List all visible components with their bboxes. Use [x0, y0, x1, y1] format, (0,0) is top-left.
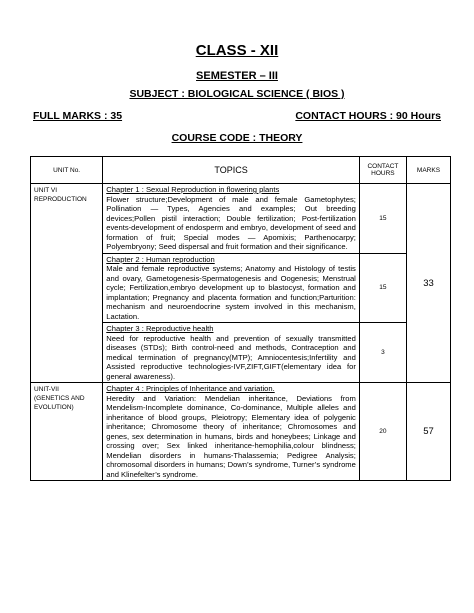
unit-cell: [31, 383, 103, 481]
unit-title: (GENETICS AND: [34, 395, 85, 403]
syllabus-table: [30, 156, 451, 481]
chapter-title: Chapter 3 : Reproductive health: [106, 324, 214, 334]
unit-number: UNIT-VII: [34, 386, 59, 394]
unit-number: UNIT VI: [34, 187, 57, 194]
table-row: [31, 383, 451, 481]
marks-cell: 57: [406, 383, 450, 481]
full-marks: FULL MARKS : 35: [33, 110, 123, 122]
chapter-body: Flower structure;Development of male and female Gametophytes; Pollination — Types, Agencies and examples; Out breeding devices;Pollen pistil interaction; Double fertilization; Post-fertilization events-development of endosperm and embryo, development of seed and formation of fruit; Special modes — Apomixis; Parthenocarpy; Polyembryony; Seed dispersal and fruit formation and their significance.: [106, 194, 356, 252]
contact-hours-cell: 3: [359, 323, 406, 383]
chapter-title: Chapter 2 : Human reproduction: [106, 254, 215, 264]
col-header-marks: MARKS: [406, 157, 450, 184]
unit-title: REPRODUCTION: [34, 195, 87, 203]
col-header-topics: TOPICS: [103, 157, 360, 184]
subject-heading: SUBJECT : BIOLOGICAL SCIENCE ( BIOS ): [129, 88, 345, 100]
marks-cell: 33: [406, 184, 450, 383]
chapter-cell: [103, 253, 360, 323]
chapter-body: Heredity and Variation: Mendelian inheritance, Deviations from Mendelism-Incomplete dominance, Co-dominance, Multiple alleles and inheritance of blood groups, Pleiotropy; Elementary idea of polygenic inheritance; Chromosome theory of inheritance; Chromosomes and genes, sex determination in humans, birds and honeybees; Linkage and crossing over; Sex linked inheritance-hemophilia,colour blindness; Mendelian disorders in humans-Thalassemia; Pedigree Analysis; chromosomal disorders in humans; Down’s syndrome, Turner’s syndrome and Klinefelter’s syndrome.: [106, 393, 356, 479]
semester-heading: SEMESTER – III: [196, 70, 278, 82]
table-header-row: [31, 157, 451, 184]
contact-hours-cell: 15: [359, 184, 406, 254]
unit-title-continued: EVOLUTION): [34, 403, 74, 411]
chapter-title: Chapter 4 : Principles of Inheritance and variation.: [106, 384, 275, 394]
contact-hours-cell: 15: [359, 253, 406, 323]
chapter-cell: [103, 383, 360, 481]
col-header-unit: UNIT No.: [31, 157, 103, 184]
chapter-body: Need for reproductive health and prevention of sexually transmitted diseases (STDs); Birth control-need and methods, Contraception and medical termination of pregnancy(MTP); Amniocentesis;Infertility and Assisted reproductive technologies-IVF,ZIFT,GIFT(elementary idea for general awareness).: [106, 333, 356, 381]
col-header-contact-hours: CONTACT HOURS: [359, 157, 406, 184]
chapter-body: Male and female reproductive systems; Anatomy and Histology of testis and ovary, Gametogenesis-Spermatogenesis and Oogenesis; Menstrual cycle; Fertilization,embryo development up to blastocyst, formation and implantation; Pregnancy and placenta formation and function;Parturition: mechanism and neuroendocrine system involved in this mechanism, Lactation.: [106, 264, 356, 321]
contact-hours-cell: 20: [359, 383, 406, 481]
course-code: COURSE CODE : THEORY: [171, 132, 303, 144]
table-row: [31, 184, 451, 254]
contact-hours-total: CONTACT HOURS : 90 Hours: [295, 110, 441, 122]
class-title: CLASS - XII: [195, 42, 279, 59]
unit-cell: [31, 184, 103, 383]
chapter-cell: [103, 184, 360, 254]
chapter-cell: [103, 323, 360, 383]
chapter-title: Chapter 1 : Sexual Reproduction in flowering plants: [106, 185, 280, 194]
